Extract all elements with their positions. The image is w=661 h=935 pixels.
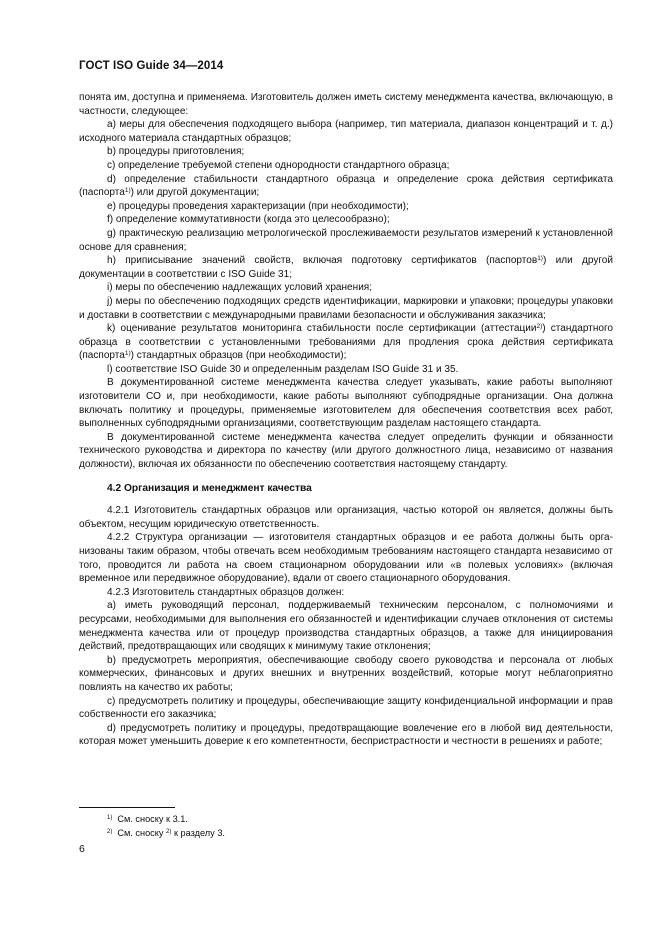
list-item-f: f) определение коммутативности (когда это целесообразно); <box>107 214 390 226</box>
clause-4-2-1: 4.2.1 Изготовитель стандартных образцов или организация, частью которой он является, должны быть объектом, несущим юридическую ответственность. <box>79 505 613 530</box>
list-item-d: d) предусмотреть политику и процедуры, предотвращающие вовлечение его в любой вид деятельности, которая может уменьшить доверие к его компетентности, беспристрастности и честности в решениях и работе; <box>79 722 613 748</box>
footnote-text: См. сноску <box>117 827 167 838</box>
list-item-b: b) предусмотреть мероприятия, обеспечивающие свободу своего руководства и персонала от любых коммерческих, финансовых и других внешних и внутренних воздействий, которые могут неблагоприятно повлиять на качество их работы; <box>79 654 613 693</box>
footnote-2 <box>107 827 225 841</box>
footnote-text: к разделу 3. <box>171 827 225 838</box>
text-run: ) или другой документации; <box>130 187 260 199</box>
footnote-ref: 2) <box>536 323 543 331</box>
paragraph: понята им, доступна и применяема. Изготовитель должен иметь систему менеджмента качества, включающую, в частности, следующее: <box>79 92 613 117</box>
page-number: 6 <box>79 843 85 855</box>
text-run: ) или другой документации в соответствии с ISO Guide 31; <box>79 255 613 280</box>
list-item-g: g) практическую реализацию метрологической прослеживаемости результатов измерений к установленной основе для сравнения; <box>79 227 613 253</box>
section-heading: 4.2 Организация и менеджмент качества <box>107 482 312 494</box>
list-item-i: i) меры по обеспечению надлежащих условий хранения; <box>107 282 373 294</box>
text-run: k) оценивание результатов мониторинга стабильности после сертификации (аттестации <box>107 323 537 335</box>
list-item-k <box>79 322 613 363</box>
footnote-ref: 1) <box>537 255 543 263</box>
clause-4-2-2: 4.2.2 Структура организации — изготовителя стандартных образцов и ее работа должны быть организованы таким образом, чтобы отвечать всем необходимым требованиям настоящего стандарта независимо от того, проводится ли работа на своем стационарном оборудовании или «в полевых условиях» (включая временное или передвижное оборудование), вдали от своего стационарного оборудования. <box>79 532 613 585</box>
list-item-c: c) определение требуемой степени однородности стандартного образца; <box>107 159 450 171</box>
footnote-ref: 1) <box>124 350 131 358</box>
footnotes <box>107 813 225 840</box>
list-item-h <box>79 254 613 281</box>
running-header: ГОСТ ISO Guide 34—2014 <box>79 60 224 72</box>
text-run: d) определение стабильности стандартного образца и определение срока действия сертификата (паспорта <box>79 173 613 199</box>
footnote-separator <box>79 807 175 808</box>
footnote-text: См. сноску к 3.1. <box>117 814 188 824</box>
footnote-1 <box>107 813 225 827</box>
list-item-a: a) иметь руководящий персонал, поддерживаемый техническим персоналом, с полномочиями и ресурсами, необходимыми для выполнения его обязанностей и идентификации случаев отклонения от системы менеджмента качества или от процедур производства стандартных образцов, а также для инициирования действий, предотвращающих или сводящих к минимуму такие отклонения; <box>79 600 613 653</box>
footnote-mark: 2) <box>107 828 113 835</box>
list-item-e: e) процедуры проведения характеризации (при необходимости); <box>107 200 409 212</box>
list-item-a: a) меры для обеспечения подходящего выбора (например, тип материала, диапазон концентраций и т. д.) исходного материала стандартных образцов; <box>79 119 613 144</box>
list-item-j: j) меры по обеспечению подходящих средств идентификации, маркировки и упаковки; процедуры упаковки и доставки в соответствии с международными правилами безопасности и обслуживания заказчика; <box>79 295 613 321</box>
list-item-c: c) предусмотреть политику и процедуры, обеспечивающие защиту конфиденциальной информации и прав собственности его заказчика; <box>79 695 613 721</box>
paragraph: В документированной системе менеджмента качества следует указывать, какие работы выполняют изготовители СО и, при необходимости, какие работы выполняют субподрядные организации. Она должна включать политику и процедуры, применяемые изготовителем для обеспечения соответствия всех работ, выполненных субподрядными организациями, соответствующим разделам настоящего стандарта. <box>79 377 613 430</box>
text-run: ) стандартного образца в соответствии с установленными требованиями для продления срока действия сертификата (паспорта <box>79 323 613 362</box>
footnote-mark: 1) <box>107 815 113 821</box>
footnote-ref: 2) <box>166 828 172 835</box>
text-run: ) стандартных образцов (при необходимости); <box>130 350 347 362</box>
footnote-ref: 1) <box>124 187 131 195</box>
document-body <box>79 91 613 749</box>
paragraph: В документированной системе менеджмента качества следует определить функции и обязанности технического руководства и директора по качеству (или другого должностного лица, независимо от названия должности), включая их обязанности по обеспечению соответствия настоящему стандарту. <box>79 431 613 471</box>
list-item-d <box>79 173 613 200</box>
text-run: h) приписывание значений свойств, включая подготовку сертификатов (паспортов <box>107 255 538 267</box>
list-item-l: l) соответствие ISO Guide 30 и определенным разделам ISO Guide 31 и 35. <box>107 363 459 375</box>
list-item-b: b) процедуры приготовления; <box>107 146 245 158</box>
clause-4-2-3: 4.2.3 Изготовитель стандартных образцов должен: <box>107 586 345 598</box>
